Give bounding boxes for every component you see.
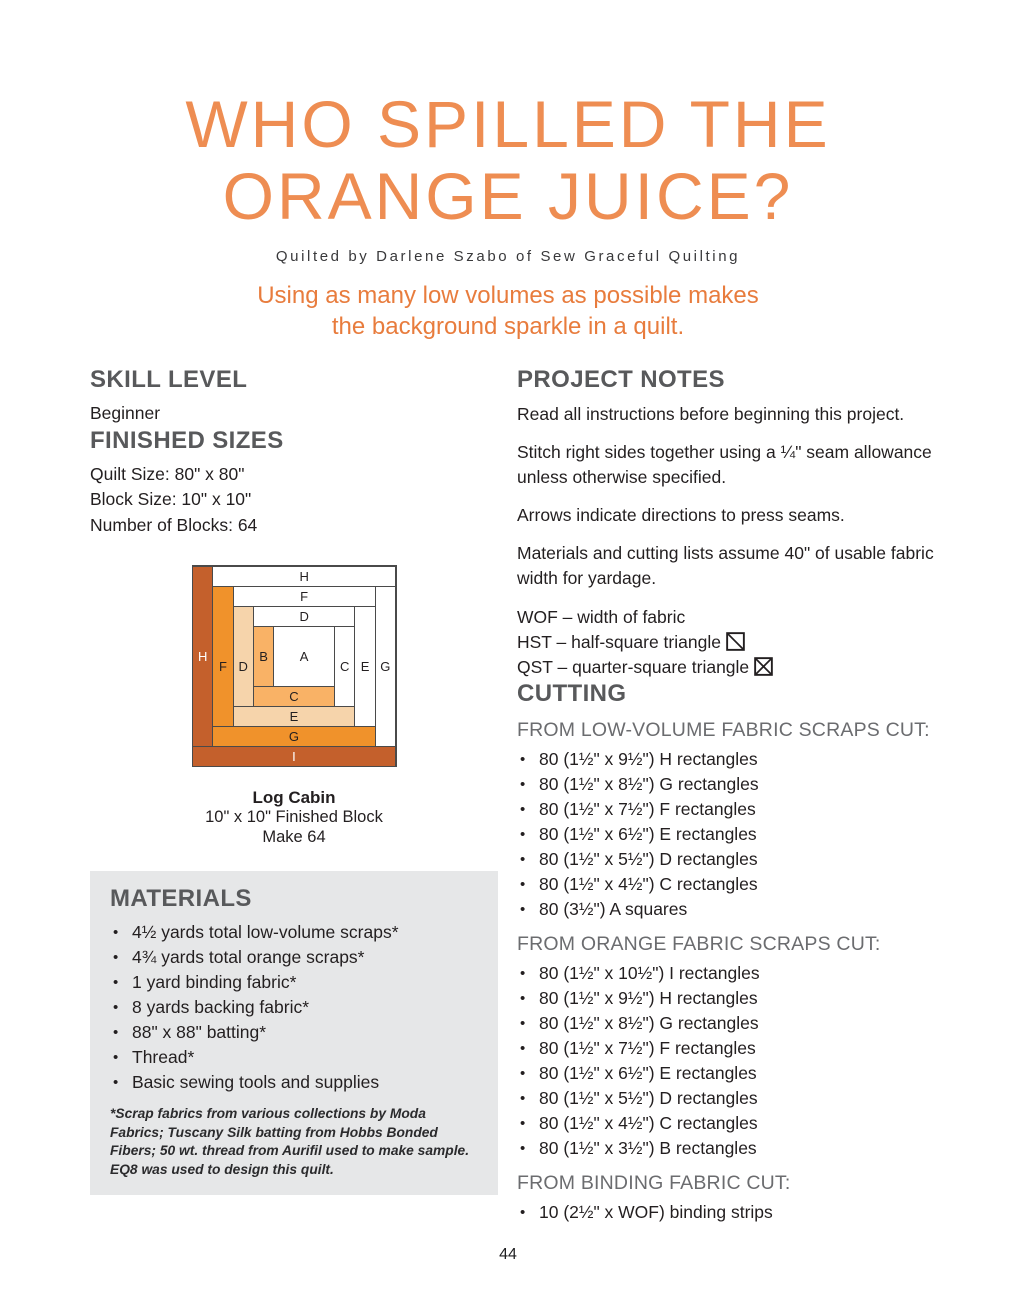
log-cell-c: C: [334, 626, 355, 707]
cutting-item: [517, 961, 945, 986]
cutting-item: [517, 847, 945, 872]
bullet-dot-icon: •: [520, 965, 526, 982]
cutting-item: [517, 1011, 945, 1036]
bullet-dot-icon: •: [520, 990, 526, 1007]
cutting-item: [517, 1136, 945, 1161]
cutting-section-heading-orange: FROM ORANGE FABRIC SCRAPS CUT:: [517, 933, 881, 955]
cutting-item-text: 80 (1½" x 3½") B rectangles: [539, 1138, 757, 1158]
diagram-caption-size: 10" x 10" Finished Block: [205, 808, 383, 826]
cutting-item: [517, 772, 945, 797]
log-cell-b: B: [253, 626, 274, 687]
skill-level-heading: SKILL LEVEL: [90, 366, 248, 393]
log-cell-f: F: [233, 586, 376, 607]
bullet-dot-icon: •: [520, 1204, 526, 1221]
materials-list: [110, 920, 480, 1095]
wof-abbreviation-text: WOF – width of fabric: [517, 607, 686, 627]
bullet-dot-icon: •: [520, 1090, 526, 1107]
log-cell-g: G: [375, 586, 396, 747]
cutting-item-text: 80 (1½" x 6½") E rectangles: [539, 824, 757, 844]
log-cell-i: I: [192, 746, 396, 767]
materials-item: [110, 995, 480, 1020]
title-line-1: WHO SPILLED THE: [185, 87, 831, 161]
page-title: [0, 88, 1016, 232]
cutting-heading: CUTTING: [517, 680, 627, 707]
bullet-dot-icon: •: [113, 1024, 119, 1041]
project-note-paragraph: Read all instructions before beginning this project.: [517, 404, 905, 424]
cutting-item-text: 80 (1½" x 5½") D rectangles: [539, 849, 758, 869]
bullet-dot-icon: •: [520, 1065, 526, 1082]
cutting-item-text: 80 (1½" x 9½") H rectangles: [539, 988, 758, 1008]
cutting-item-text: 80 (1½" x 4½") C rectangles: [539, 1113, 758, 1133]
project-note-paragraph: Arrows indicate directions to press seams.: [517, 505, 845, 525]
cutting-item: [517, 822, 945, 847]
cutting-item: [517, 1111, 945, 1136]
finished-sizes-list: [90, 462, 498, 539]
log-cell-h: H: [212, 566, 396, 587]
quilt-size-line: Quilt Size: 80" x 80": [90, 463, 245, 484]
project-notes-heading: PROJECT NOTES: [517, 366, 725, 393]
cutting-section-heading-binding: FROM BINDING FABRIC CUT:: [517, 1172, 791, 1194]
materials-item: [110, 1070, 480, 1095]
cutting-item-text: 80 (1½" x 5½") D rectangles: [539, 1088, 758, 1108]
cutting-item-text: 80 (3½") A squares: [539, 899, 688, 919]
diagram-caption: [90, 788, 498, 847]
bullet-dot-icon: •: [520, 876, 526, 893]
cutting-item-text: 80 (1½" x 9½") H rectangles: [539, 749, 758, 769]
tagline-line-2: the background sparkle in a quilt.: [331, 313, 685, 340]
cutting-item: [517, 747, 945, 772]
materials-item-text: 4¾ yards total orange scraps*: [132, 947, 365, 967]
hst-abbreviation: [517, 630, 945, 655]
bullet-dot-icon: •: [113, 1074, 119, 1091]
materials-item: [110, 1045, 480, 1070]
cutting-item-text: 80 (1½" x 7½") F rectangles: [539, 799, 756, 819]
log-cell-g: G: [212, 726, 375, 747]
bullet-dot-icon: •: [520, 1115, 526, 1132]
materials-item: [110, 945, 480, 970]
cutting-item: [517, 1036, 945, 1061]
materials-item: [110, 1020, 480, 1045]
materials-item: [110, 970, 480, 995]
title-line-2: ORANGE JUICE?: [222, 159, 794, 233]
cutting-item: [517, 1061, 945, 1086]
diagram-caption-title: Log Cabin: [252, 788, 336, 807]
byline: Quilted by Darlene Szabo of Sew Graceful Quilting: [275, 248, 741, 265]
left-column: [90, 366, 498, 1195]
cutting-item: [517, 1200, 945, 1225]
finished-sizes-heading: FINISHED SIZES: [90, 426, 284, 454]
cutting-item: [517, 1086, 945, 1111]
bullet-dot-icon: •: [520, 1015, 526, 1032]
page-header: [0, 88, 1016, 342]
tagline-line-1: Using as many low volumes as possible makes: [257, 282, 759, 309]
log-cell-c: C: [253, 686, 335, 707]
wof-abbreviation: [517, 605, 945, 630]
materials-footnote: *Scrap fabrics from various collections by Moda Fabrics; Tuscany Silk batting from Hobbs Bonded Fibers; 50 wt. thread from Aurifil used to make sample. EQ8 was used to design this quilt.: [110, 1106, 470, 1177]
number-of-blocks-line: Number of Blocks: 64: [90, 514, 258, 535]
cutting-item-text: 80 (1½" x 8½") G rectangles: [539, 774, 759, 794]
block-diagram-wrap: [192, 565, 397, 767]
log-cell-d: D: [253, 606, 356, 627]
bullet-dot-icon: •: [520, 776, 526, 793]
materials-heading: MATERIALS: [110, 885, 252, 912]
cutting-item-text: 80 (1½" x 8½") G rectangles: [539, 1013, 759, 1033]
cutting-item-text: 80 (1½" x 7½") F rectangles: [539, 1038, 756, 1058]
log-cell-a: A: [273, 626, 335, 687]
bullet-dot-icon: •: [520, 851, 526, 868]
diagram-caption-make: Make 64: [262, 827, 326, 846]
cutting-item-text: 10 (2½" x WOF) binding strips: [539, 1202, 773, 1222]
bullet-dot-icon: •: [520, 1140, 526, 1157]
hst-abbreviation-text: HST – half-square triangle: [517, 632, 721, 652]
cutting-item: [517, 797, 945, 822]
abbreviations-block: [517, 605, 945, 680]
materials-item-text: Basic sewing tools and supplies: [132, 1072, 380, 1092]
cutting-section-heading-low-volume: FROM LOW-VOLUME FABRIC SCRAPS CUT:: [517, 719, 930, 741]
bullet-dot-icon: •: [520, 901, 526, 918]
bullet-dot-icon: •: [520, 826, 526, 843]
cutting-list-orange: [517, 961, 945, 1161]
project-note-paragraph: Materials and cutting lists assume 40" of usable fabric width for yardage.: [517, 543, 934, 588]
materials-item-text: 8 yards backing fabric*: [132, 997, 310, 1017]
bullet-dot-icon: •: [113, 924, 119, 941]
cutting-item-text: 80 (1½" x 10½") I rectangles: [539, 963, 760, 983]
page-footer: [0, 1246, 1016, 1264]
right-column: [517, 366, 945, 1225]
block-size-line: Block Size: 10" x 10": [90, 489, 252, 509]
bullet-dot-icon: •: [520, 1040, 526, 1057]
cutting-item-text: 80 (1½" x 4½") C rectangles: [539, 874, 758, 894]
materials-item-text: 88" x 88" batting*: [132, 1022, 267, 1042]
project-note-paragraph: Stitch right sides together using a ¼" seam allowance unless otherwise specified.: [517, 442, 932, 487]
bullet-dot-icon: •: [113, 1049, 119, 1066]
log-cell-e: E: [354, 606, 375, 727]
materials-item: [110, 920, 480, 945]
log-cell-f: F: [212, 586, 233, 747]
hst-icon: [726, 632, 745, 651]
cutting-item-text: 80 (1½" x 6½") E rectangles: [539, 1063, 757, 1083]
materials-item-text: 4½ yards total low-volume scraps*: [132, 922, 399, 942]
page-number: 44: [499, 1246, 517, 1263]
cutting-list-low-volume: [517, 747, 945, 922]
log-cell-h: H: [192, 566, 213, 747]
bullet-dot-icon: •: [113, 949, 119, 966]
bullet-dot-icon: •: [113, 999, 119, 1016]
bullet-dot-icon: •: [520, 801, 526, 818]
log-cell-e: E: [233, 706, 356, 727]
cutting-item: [517, 897, 945, 922]
materials-box: [90, 871, 498, 1195]
bullet-dot-icon: •: [520, 751, 526, 768]
materials-item-text: Thread*: [132, 1047, 195, 1067]
qst-abbreviation-text: QST – quarter-square triangle: [517, 657, 750, 677]
cutting-list-binding: [517, 1200, 945, 1225]
skill-level-value: Beginner: [90, 403, 161, 423]
tagline: [0, 280, 1016, 342]
log-cell-d: D: [233, 606, 254, 727]
qst-icon: [754, 657, 773, 676]
materials-item-text: 1 yard binding fabric*: [132, 972, 297, 992]
cutting-item: [517, 986, 945, 1011]
log-cabin-diagram: [192, 565, 397, 767]
bullet-dot-icon: •: [113, 974, 119, 991]
cutting-item: [517, 872, 945, 897]
qst-abbreviation: [517, 655, 945, 680]
